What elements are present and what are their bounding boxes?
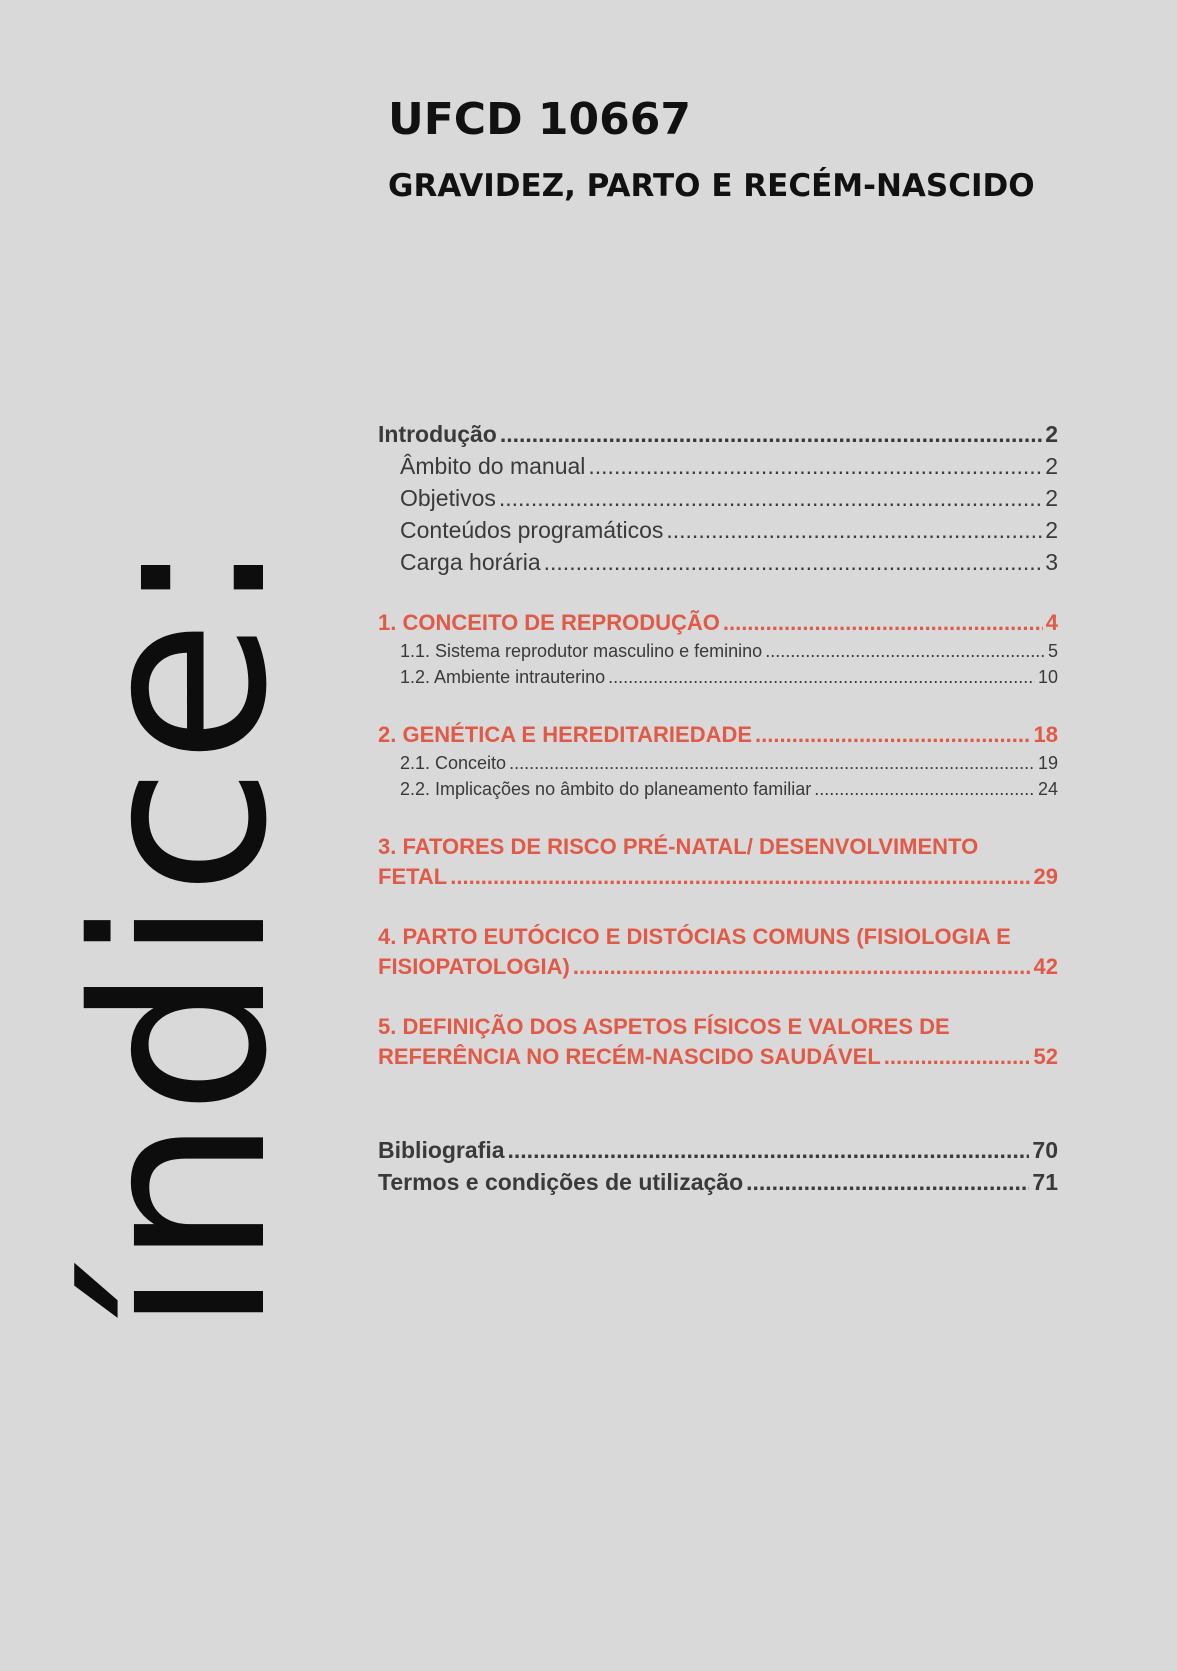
spacer <box>378 892 1058 922</box>
toc-entry-label: Termos e condições de utilização <box>378 1169 744 1195</box>
toc-chapter-4[interactable] <box>378 922 1058 982</box>
spacer <box>378 690 1058 720</box>
toc-entry-1-1[interactable] <box>378 638 1058 664</box>
course-title: GRAVIDEZ, PARTO E RECÉM-NASCIDO <box>388 168 1035 204</box>
toc-entry-label: 2.1. Conceito <box>400 753 507 773</box>
leader-dots <box>884 1042 1031 1072</box>
spacer <box>378 1072 1058 1134</box>
toc-entry-label: 1. CONCEITO DE REPRODUÇÃO <box>378 610 720 635</box>
toc-chapter-2-group <box>378 720 1058 802</box>
toc-entry-label: Bibliografia <box>378 1137 505 1163</box>
leader-dots <box>544 546 1043 578</box>
toc-entry-2-1[interactable] <box>378 750 1058 776</box>
toc-entry-label: Carga horária <box>400 549 541 575</box>
index-sidebar <box>44 530 319 1340</box>
toc-chapter-5[interactable] <box>378 1012 1058 1072</box>
toc-page-number: 2 <box>1045 453 1058 479</box>
toc-entry-2-2[interactable] <box>378 776 1058 802</box>
toc-entry-line-2 <box>378 1042 1058 1072</box>
leader-dots <box>508 1134 1030 1166</box>
leader-dots <box>814 776 1035 802</box>
toc-entry-label: Âmbito do manual <box>400 453 586 479</box>
leader-dots <box>500 418 1042 450</box>
leader-dots <box>509 750 1035 776</box>
toc-entry-label: Conteúdos programáticos <box>400 517 664 543</box>
toc-entry-label: 1.2. Ambiente intrauterino <box>400 667 606 687</box>
toc-entry-line-2 <box>378 952 1058 982</box>
toc-entry-conteudos[interactable] <box>378 514 1058 546</box>
toc-chapter-2[interactable] <box>378 720 1058 750</box>
toc-entry-termos[interactable] <box>378 1166 1058 1198</box>
spacer <box>378 578 1058 608</box>
spacer <box>378 982 1058 1012</box>
toc-page-number: 2 <box>1045 421 1058 447</box>
toc-entry-label: 2. GENÉTICA E HEREDITARIEDADE <box>378 722 753 747</box>
toc-page-number: 52 <box>1033 1044 1058 1069</box>
leader-dots <box>765 638 1045 664</box>
leader-dots <box>723 608 1043 638</box>
toc-entry-label-line-1: 5. DEFINIÇÃO DOS ASPETOS FÍSICOS E VALORES DE <box>378 1014 950 1039</box>
toc-page-number: 19 <box>1037 753 1058 773</box>
course-code: UFCD 10667 <box>388 94 691 145</box>
leader-dots <box>573 952 1031 982</box>
leader-dots <box>588 450 1042 482</box>
toc-page-number: 29 <box>1033 864 1058 889</box>
leader-dots <box>755 720 1030 750</box>
leader-dots <box>608 664 1035 690</box>
toc-page-number: 5 <box>1047 641 1058 661</box>
toc-entry-line-2 <box>378 862 1058 892</box>
toc-page-number: 42 <box>1033 954 1058 979</box>
leader-dots <box>450 862 1030 892</box>
toc-entry-ambito[interactable] <box>378 450 1058 482</box>
toc-page-number: 70 <box>1032 1137 1058 1163</box>
toc-page-number: 24 <box>1037 779 1058 799</box>
toc-entry-label-line-2: FISIOPATOLOGIA) <box>378 954 570 979</box>
toc-intro-group <box>378 418 1058 578</box>
toc-entry-label-line-2: REFERÊNCIA NO RECÉM-NASCIDO SAUDÁVEL <box>378 1044 881 1069</box>
toc-page-number: 71 <box>1032 1169 1058 1195</box>
toc-entry-intro[interactable] <box>378 418 1058 450</box>
toc-entry-label: Introdução <box>378 421 497 447</box>
leader-dots <box>666 514 1042 546</box>
index-vertical-title: índice: <box>44 535 319 1335</box>
toc-entry-bibliografia[interactable] <box>378 1134 1058 1166</box>
toc-entry-objetivos[interactable] <box>378 482 1058 514</box>
toc-entry-label-line-2: FETAL <box>378 864 448 889</box>
toc-page-number: 3 <box>1045 549 1058 575</box>
table-of-contents <box>378 418 1058 1198</box>
toc-entry-label: 2.2. Implicações no âmbito do planeamento familiar <box>400 779 812 799</box>
toc-page-number: 18 <box>1033 722 1058 747</box>
toc-entry-1-2[interactable] <box>378 664 1058 690</box>
toc-page-number: 2 <box>1045 485 1058 511</box>
document-header <box>388 88 1148 208</box>
leader-dots <box>746 1166 1029 1198</box>
toc-end-group <box>378 1134 1058 1198</box>
toc-page-number: 10 <box>1037 667 1058 687</box>
toc-page-number: 4 <box>1045 610 1058 635</box>
leader-dots <box>499 482 1042 514</box>
spacer <box>378 802 1058 832</box>
toc-entry-label: Objetivos <box>400 485 496 511</box>
toc-entry-label: 1.1. Sistema reprodutor masculino e feminino <box>400 641 763 661</box>
toc-chapter-1[interactable] <box>378 608 1058 638</box>
toc-entry-carga[interactable] <box>378 546 1058 578</box>
toc-entry-label-line-1: 3. FATORES DE RISCO PRÉ-NATAL/ DESENVOLVIMENTO <box>378 834 979 859</box>
toc-chapter-1-group <box>378 608 1058 690</box>
toc-chapter-3[interactable] <box>378 832 1058 892</box>
toc-entry-label-line-1: 4. PARTO EUTÓCICO E DISTÓCIAS COMUNS (FISIOLOGIA E <box>378 924 1011 949</box>
toc-page-number: 2 <box>1045 517 1058 543</box>
